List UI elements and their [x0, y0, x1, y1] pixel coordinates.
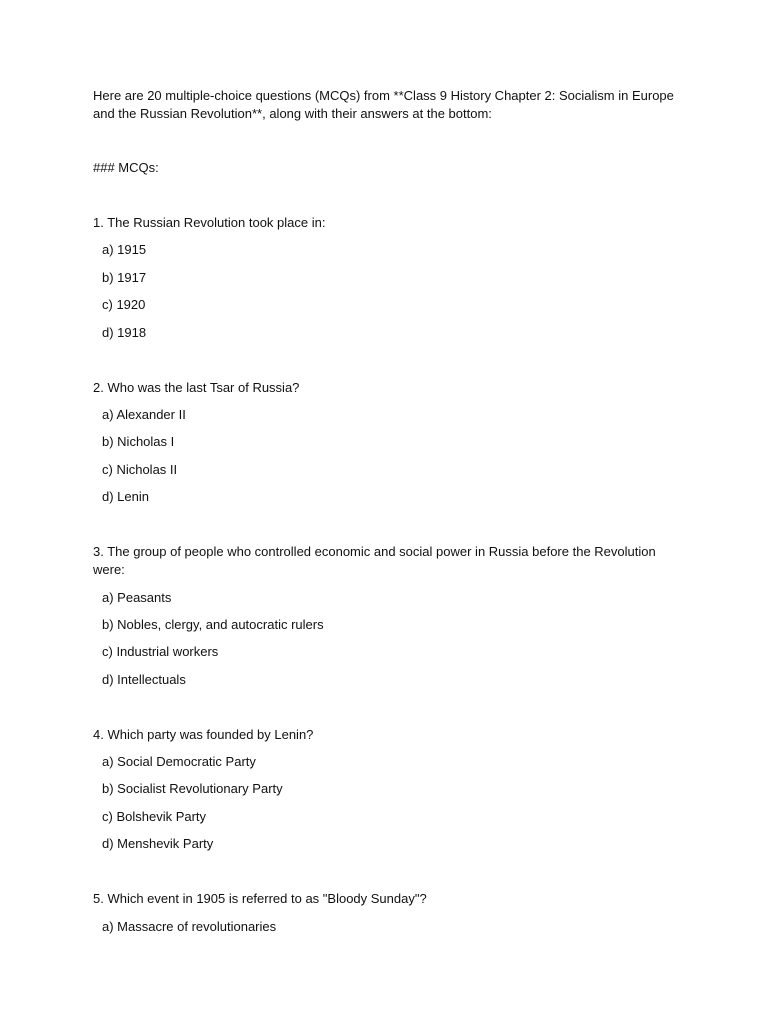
option-c: c) Nicholas II: [102, 461, 178, 477]
option-c: c) 1920: [102, 297, 146, 313]
question-1: [93, 214, 678, 342]
option-b: b) Nobles, clergy, and autocratic rulers: [102, 616, 324, 632]
question-text: 5. Which event in 1905 is referred to as "Bloody Sunday"?: [93, 891, 427, 907]
section-heading: ### MCQs:: [93, 160, 159, 175]
option-d: d) Lenin: [102, 489, 149, 505]
option-b: b) 1917: [102, 269, 147, 285]
question-text: 3. The group of people who controlled economic and social power in Russia before the Revolution were:: [93, 544, 656, 578]
option-d: d) 1918: [102, 324, 147, 340]
option-c: c) Bolshevik Party: [102, 808, 207, 824]
question-text: 2. Who was the last Tsar of Russia?: [93, 379, 300, 395]
option-a: a) Social Democratic Party: [102, 754, 256, 770]
question-text: 1. The Russian Revolution took place in:: [93, 215, 326, 230]
option-a: a) Peasants: [102, 589, 172, 605]
option-list: [93, 241, 678, 341]
question-text: 4. Which party was founded by Lenin?: [93, 726, 314, 742]
option-list: [93, 589, 678, 689]
option-c: c) Industrial workers: [102, 644, 219, 660]
question-2: [93, 379, 678, 507]
option-list: [93, 406, 678, 506]
option-d: d) Menshevik Party: [102, 836, 214, 852]
option-d: d) Intellectuals: [102, 671, 186, 687]
option-b: b) Nicholas I: [102, 434, 175, 450]
option-list: [93, 753, 678, 853]
intro-paragraph: Here are 20 multiple-choice questions (MCQs) from **Class 9 History Chapter 2: Socialism in Europe and the Russian Revolution**, along with their answers at the bottom:: [93, 88, 674, 121]
question-5: [93, 890, 678, 935]
option-a: a) 1915: [102, 242, 147, 258]
option-a: a) Massacre of revolutionaries: [102, 918, 277, 934]
option-a: a) Alexander II: [102, 406, 186, 422]
option-b: b) Socialist Revolutionary Party: [102, 781, 283, 797]
question-4: [93, 726, 678, 854]
question-3: [93, 543, 678, 689]
option-list: [93, 918, 678, 936]
